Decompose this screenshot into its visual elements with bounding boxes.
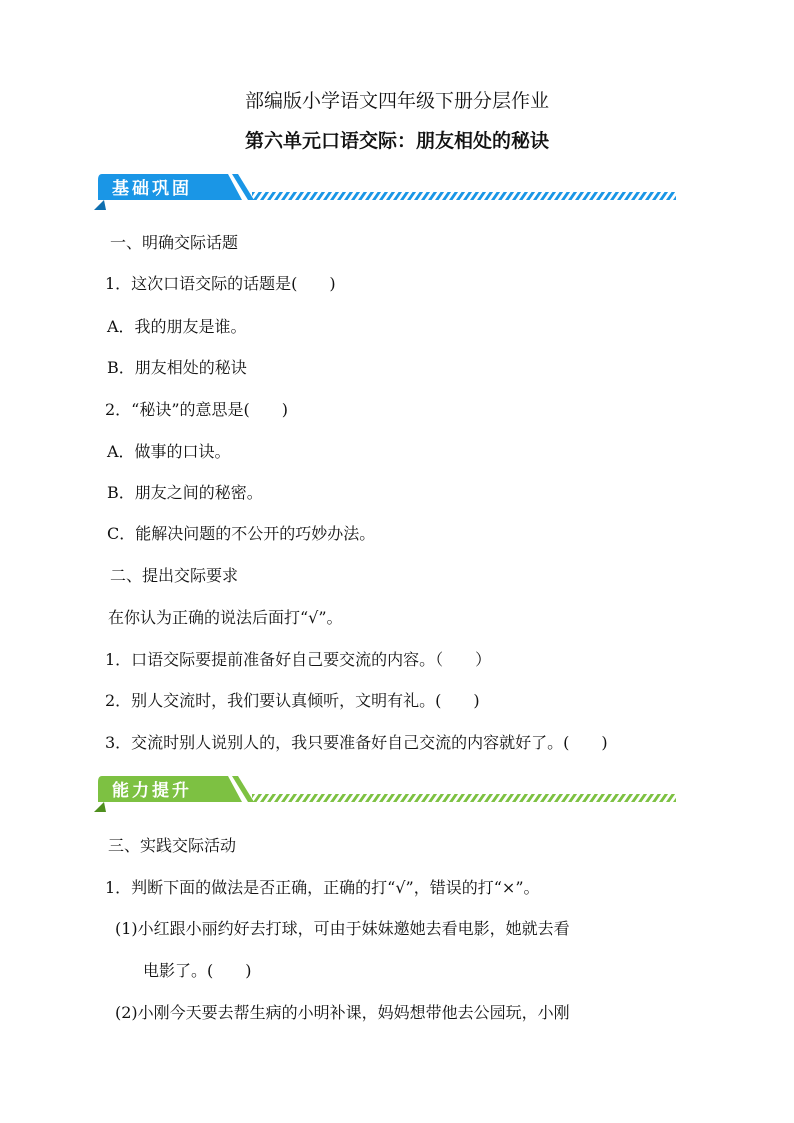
section2-heading: 二、提出交际要求 xyxy=(110,566,239,585)
banner-basic-graphic xyxy=(92,170,682,210)
section3-sub1-line2: 电影了。( ) xyxy=(143,961,252,980)
banner-basic xyxy=(92,170,682,210)
section2-item: 2．别人交流时，我们要认真倾听，文明有礼。( ) xyxy=(105,691,480,710)
banner-advanced-label: 能力提升 xyxy=(112,781,192,801)
section3-sub1-line1: (1)小红跟小丽约好去打球，可由于妹妹邀她去看电影，她就去看 xyxy=(115,919,570,938)
section2-instruction: 在你认为正确的说法后面打“√”。 xyxy=(108,608,343,627)
document-subtitle: 第六单元口语交际：朋友相处的秘诀 xyxy=(244,130,549,152)
section1-q2-option-a: A．做事的口诀。 xyxy=(107,442,231,461)
section1-q1-option-b: B．朋友相处的秘诀 xyxy=(107,358,247,377)
section1-q1-stem: 1．这次口语交际的话题是( ) xyxy=(105,274,336,293)
banner-basic-label: 基础巩固 xyxy=(112,179,192,199)
section1-heading: 一、明确交际话题 xyxy=(110,233,239,252)
section3-q1: 1．判断下面的做法是否正确，正确的打“√”，错误的打“×”。 xyxy=(105,878,540,897)
section1-q2-option-c: C．能解决问题的不公开的巧妙办法。 xyxy=(107,524,376,543)
section1-q2-stem: 2．“秘诀”的意思是( ) xyxy=(105,400,289,419)
section2-item: 3．交流时别人说别人的，我只要准备好自己交流的内容就好了。( ) xyxy=(105,733,608,752)
section1-q2-option-b: B．朋友之间的秘密。 xyxy=(107,483,263,502)
section3-sub2-line1: (2)小刚今天要去帮生病的小明补课，妈妈想带他去公园玩，小刚 xyxy=(115,1003,570,1022)
document-title: 部编版小学语文四年级下册分层作业 xyxy=(244,90,549,112)
section3-heading: 三、实践交际活动 xyxy=(108,836,237,855)
banner-advanced xyxy=(92,772,682,812)
section1-q1-option-a: A．我的朋友是谁。 xyxy=(107,317,247,336)
banner-advanced-graphic xyxy=(92,772,682,812)
section2-item: 1．口语交际要提前准备好自己要交流的内容。（ ） xyxy=(105,650,492,669)
